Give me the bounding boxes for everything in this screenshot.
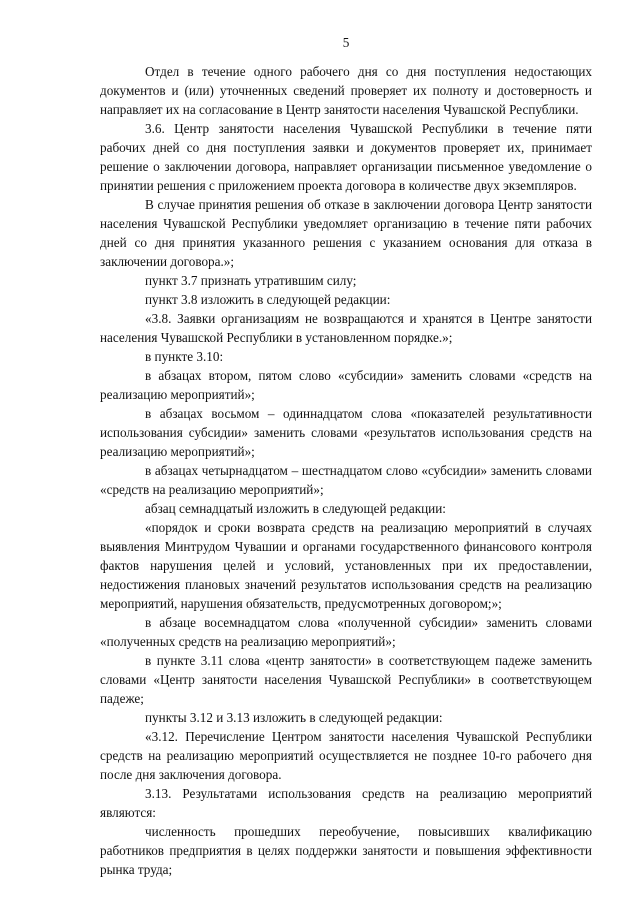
paragraph: абзац семнадцатый изложить в следующей редакции: (145, 501, 446, 516)
paragraph: пункт 3.7 признать утратившим силу; (145, 273, 357, 288)
page-number: 5 (342, 35, 350, 50)
paragraph: в пункте 3.11 слова «центр занятости» в соответствующем падеже заменить словами «Центр занятости населения Чувашской Республики» в соответствующем падеже; (100, 653, 592, 706)
paragraph: Отдел в течение одного рабочего дня со дня поступления недостающих документов и (или) уточненных сведений проверяет их полноту и достоверность и направляет их на согласование в Центр занятости населения Чувашской Республики. (100, 64, 592, 117)
paragraph: в абзацах восьмом – одиннадцатом слова «показателей результативности использования субсидии» заменить словами «результатов использования средств на реализацию мероприятий»; (100, 406, 592, 459)
paragraph: «3.12. Перечисление Центром занятости населения Чувашской Республики средств на реализацию мероприятий осуществляется не позднее 10-го рабочего дня после дня заключения договора. (100, 729, 592, 782)
paragraph: 3.6. Центр занятости населения Чувашской Республики в течение пяти рабочих дней со дня поступления заявки и документов проверяет их, принимает решение о заключении договора, направляет организации письменное уведомление о принятии решения с приложением проекта договора в количестве двух экземпляров. (100, 121, 592, 193)
paragraph: «3.8. Заявки организациям не возвращаются и хранятся в Центре занятости населения Чувашской Республики в установленном порядке.»; (100, 311, 592, 345)
document-body (100, 62, 592, 879)
paragraph: пункт 3.8 изложить в следующей редакции: (145, 292, 391, 307)
paragraph: в абзаце восемнадцатом слова «полученной субсидии» заменить словами «полученных средств на реализацию мероприятий»; (100, 615, 592, 649)
paragraph: пункты 3.12 и 3.13 изложить в следующей редакции: (145, 710, 443, 725)
paragraph: в абзацах четырнадцатом – шестнадцатом слово «субсидии» заменить словами «средств на реализацию мероприятий»; (100, 463, 592, 497)
paragraph: 3.13. Результатами использования средств на реализацию мероприятий являются: (100, 786, 592, 820)
paragraph: численность прошедших переобучение, повысивших квалификацию работников предприятия в целях поддержки занятости и повышения эффективности рынка труда; (100, 824, 592, 877)
paragraph: «порядок и сроки возврата средств на реализацию мероприятий в случаях выявления Минтрудом Чувашии и органами государственного финансового контроля фактов нарушения целей и условий, установленных при их предоставлении, недостижения плановых значений результатов использования средств на реализацию мероприятий, нарушения обязательств, предусмотренных договором;»; (100, 520, 592, 611)
paragraph: в абзацах втором, пятом слово «субсидии» заменить словами «средств на реализацию мероприятий»; (100, 368, 592, 402)
paragraph: В случае принятия решения об отказе в заключении договора Центр занятости населения Чувашской Республики уведомляет организацию в течение пяти рабочих дней со дня принятия указанного решения с указанием основания для отказа в заключении договора.»; (100, 197, 592, 269)
paragraph: в пункте 3.10: (145, 349, 224, 364)
